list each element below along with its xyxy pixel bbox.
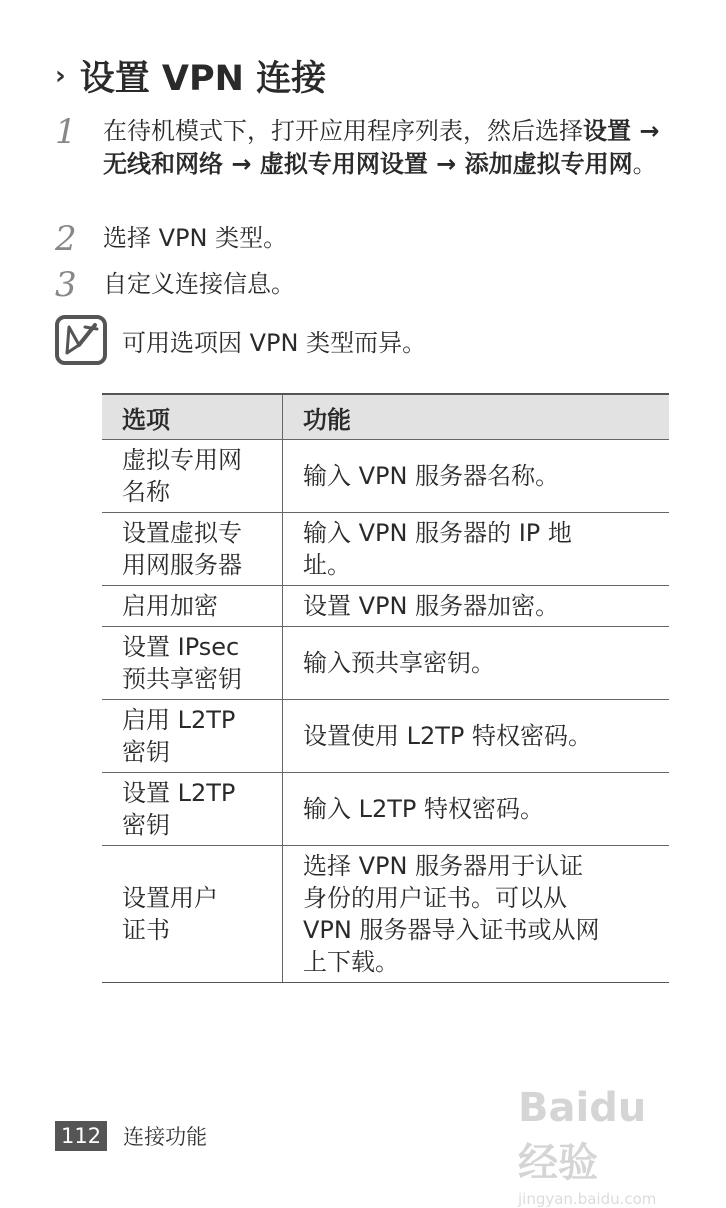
option-cell: 设置虚拟专 用网服务器 <box>102 513 283 586</box>
step-2 <box>55 219 288 259</box>
option-cell: 设置 IPsec 预共享密钥 <box>102 627 283 700</box>
note-icon <box>55 315 107 365</box>
step-1-plain: 在待机模式下，打开应用程序列表，然后选择 <box>103 117 583 145</box>
step-text: 自定义连接信息。 <box>103 270 295 298</box>
step-text: 选择 VPN 类型。 <box>103 224 288 252</box>
page-footer <box>55 1121 207 1151</box>
title-text: 设置 VPN 连接 <box>79 59 327 99</box>
table-row <box>102 846 669 983</box>
step-1 <box>55 112 673 181</box>
step-number: 3 <box>55 265 77 305</box>
function-cell: 选择 VPN 服务器用于认证 身份的用户证书。可以从 VPN 服务器导入证书或从网 上下载。 <box>283 846 670 983</box>
function-cell: 输入预共享密钥。 <box>283 627 670 700</box>
page-number: 112 <box>55 1121 107 1151</box>
table-row <box>102 586 669 627</box>
function-cell: 输入 VPN 服务器的 IP 地 址。 <box>283 513 670 586</box>
step-1-path: 设置 → 无线和网络 → 虚拟专用网设置 → 添加虚拟专用网 <box>103 117 660 178</box>
header-option: 选项 <box>102 394 283 440</box>
option-cell: 虚拟专用网 名称 <box>102 440 283 513</box>
function-cell: 设置使用 L2TP 特权密码。 <box>283 700 670 773</box>
chevron-right-icon: › <box>55 61 66 91</box>
note-text: 可用选项因 VPN 类型而异。 <box>122 328 427 357</box>
option-cell: 启用 L2TP 密钥 <box>102 700 283 773</box>
table-header-row <box>102 394 669 440</box>
function-cell: 设置 VPN 服务器加密。 <box>283 586 670 627</box>
option-cell: 启用加密 <box>102 586 283 627</box>
watermark-logo <box>518 1085 688 1208</box>
section-name: 连接功能 <box>123 1125 208 1149</box>
table-row <box>102 700 669 773</box>
step-number: 1 <box>55 112 77 152</box>
step-text <box>103 115 673 181</box>
watermark-url: jingyan.baidu.com <box>518 1190 657 1208</box>
table-row <box>102 513 669 586</box>
option-cell: 设置 L2TP 密钥 <box>102 773 283 846</box>
header-function: 功能 <box>283 394 670 440</box>
option-cell: 设置用户 证书 <box>102 846 283 983</box>
table-row <box>102 773 669 846</box>
table-row <box>102 627 669 700</box>
watermark-brand: Baidu 经验 <box>518 1085 647 1186</box>
table-row <box>102 440 669 513</box>
options-table <box>102 393 669 983</box>
function-cell: 输入 L2TP 特权密码。 <box>283 773 670 846</box>
note <box>55 315 426 365</box>
function-cell: 输入 VPN 服务器名称。 <box>283 440 670 513</box>
step-1-tail: 。 <box>632 150 657 178</box>
step-3 <box>55 265 295 305</box>
page-title <box>55 52 326 100</box>
step-number: 2 <box>55 219 77 259</box>
